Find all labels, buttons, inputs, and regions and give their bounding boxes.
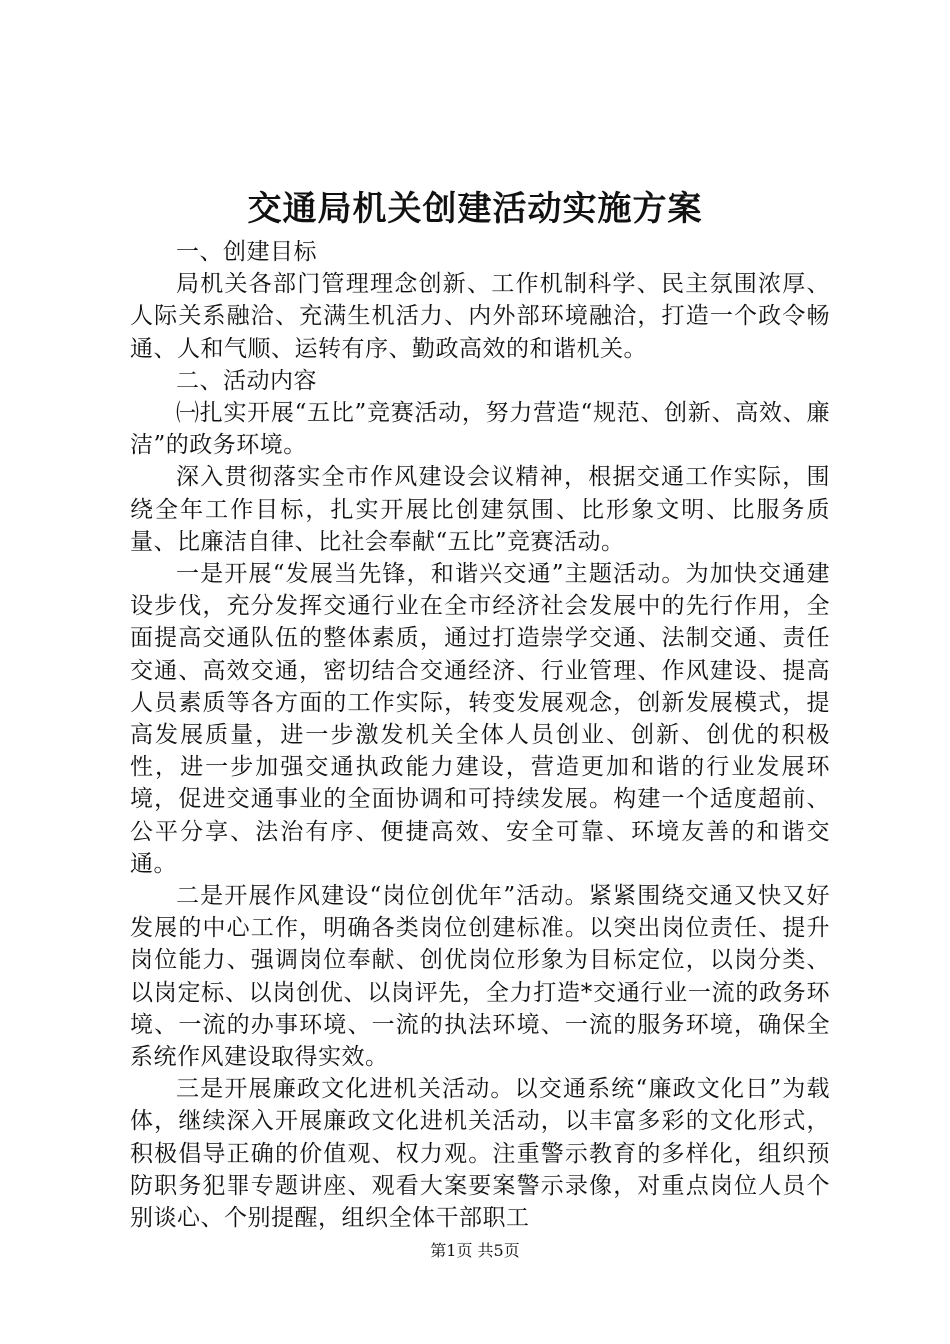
- document-title: 交通局机关创建活动实施方案: [247, 189, 703, 229]
- document-body: [130, 236, 830, 1234]
- page-footer: 第1页 共5页: [430, 1241, 520, 1260]
- paragraph-item-three: 三是开展廉政文化进机关活动。以交通系统“廉政文化日”为载体，继续深入开展廉政文化进机关活动，以丰富多彩的文化形式，积极倡导正确的价值观、权力观。注重警示教育的多样化，组织预防职务犯罪专题讲座、观看大案要案警示录像，对重点岗位人员个别谈心、个别提醒，组织全体干部职工: [130, 1076, 830, 1232]
- heading-creation-goal: 一、创建目标: [176, 239, 317, 265]
- paragraph-five-comparisons-intro: ㈠扎实开展“五比”竞赛活动，努力营造“规范、创新、高效、廉洁”的政务环境。: [130, 400, 830, 459]
- paragraph-item-two: 二是开展作风建设“岗位创优年”活动。紧紧围绕交通又快又好发展的中心工作，明确各类岗位创建标准。以突出岗位责任、提升岗位能力、强调岗位奉献、创优岗位形象为目标定位，以岗分类、以岗定标、以岗创优、以岗评先，全力打造*交通行业一流的政务环境、一流的办事环境、一流的执法环境、一流的服务环境，确保全系统作风建设取得实效。: [130, 883, 830, 1071]
- paragraph-goal-description: 局机关各部门管理理念创新、工作机制科学、民主氛围浓厚、人际关系融洽、充满生机活力、内外部环境融洽，打造一个政令畅通、人和气顺、运转有序、勤政高效的和谐机关。: [130, 271, 830, 362]
- heading-activity-content: 二、活动内容: [176, 367, 317, 394]
- paragraph-five-comparisons-detail: 深入贯彻落实全市作风建设会议精神，根据交通工作实际，围绕全年工作目标，扎实开展比创建氛围、比形象文明、比服务质量、比廉洁自律、比社会奉献“五比”竞赛活动。: [130, 464, 830, 555]
- paragraph-item-one: 一是开展“发展当先锋，和谐兴交通”主题活动。为加快交通建设步伐，充分发挥交通行业在全市经济社会发展中的先行作用，全面提高交通队伍的整体素质，通过打造崇学交通、法制交通、责任交通、高效交通，密切结合交通经济、行业管理、作风建设、提高人员素质等各方面的工作实际，转变发展观念，创新发展模式，提高发展质量，进一步激发机关全体人员创业、创新、创优的积极性，进一步加强交通执政能力建设，营造更加和谐的行业发展环境，促进交通事业的全面协调和可持续发展。构建一个适度超前、公平分享、法治有序、便捷高效、安全可靠、环境友善的和谐交通。: [130, 561, 830, 877]
